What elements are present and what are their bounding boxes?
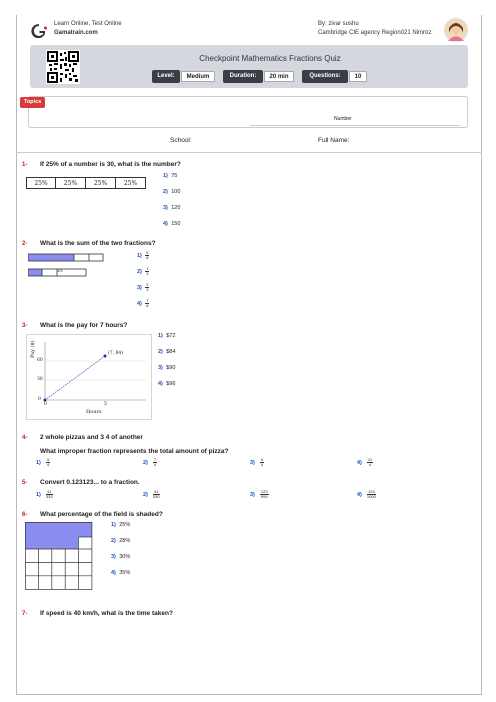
- y-tick-label: 0: [38, 397, 41, 402]
- fraction-numerator: 7: [146, 298, 149, 303]
- option-2[interactable]: [143, 458, 157, 467]
- option-text: 30%: [119, 554, 131, 560]
- option-text: $90: [166, 365, 176, 371]
- option-number: 4): [158, 381, 163, 387]
- option-2[interactable]: [137, 267, 149, 276]
- option-4[interactable]: [137, 299, 149, 308]
- fraction-numerator: 41: [47, 489, 52, 494]
- option-2[interactable]: [158, 349, 175, 355]
- option-1[interactable]: [36, 490, 53, 499]
- fraction-numerator: 5: [260, 457, 264, 462]
- point-label: (7, 84): [108, 351, 123, 356]
- option-number: 2): [137, 269, 142, 276]
- pay-chart: [26, 334, 152, 420]
- fullname-label: Full Name:: [318, 137, 350, 144]
- question-text: What is the pay for 7 hours?: [40, 322, 128, 329]
- quiz-title: Checkpoint Mathematics Fractions Quiz: [199, 54, 341, 63]
- option-number: 4): [163, 221, 168, 227]
- option-4[interactable]: [158, 381, 175, 387]
- question-text: 2 whole pizzas and 3 4 of another: [40, 434, 143, 441]
- option-3[interactable]: [137, 283, 149, 292]
- fraction-denominator: 333: [45, 494, 53, 499]
- avatar: [444, 18, 468, 42]
- topics-tag: Topics: [20, 97, 45, 108]
- option-number: 4): [357, 460, 362, 467]
- form-divider: [16, 152, 482, 153]
- fraction-numerator: 1: [146, 266, 149, 271]
- question-number: 4-: [22, 435, 28, 441]
- site-name[interactable]: Gamatrain.com: [54, 30, 98, 36]
- question-number: 6-: [22, 512, 28, 518]
- question-number: 2-: [22, 241, 28, 247]
- topic-number: Number: [334, 116, 352, 122]
- fraction-numerator: 2: [146, 282, 149, 287]
- option-3[interactable]: [250, 458, 264, 467]
- option-number: 1): [36, 492, 41, 499]
- option-text: $84: [166, 349, 176, 355]
- fraction-denominator: 6: [146, 303, 149, 308]
- question-text: What percentage of the field is shaded?: [40, 511, 163, 518]
- option-number: 3): [250, 492, 255, 499]
- duration-label: Duration:: [223, 70, 263, 83]
- option-text: 100: [171, 189, 181, 195]
- question-text: Convert 0.123123... to a fraction.: [40, 479, 140, 486]
- percent-cell: 25%: [56, 177, 86, 189]
- fraction-denominator: 6: [146, 255, 149, 260]
- option-number: 1): [163, 173, 168, 179]
- option-3[interactable]: [158, 365, 175, 371]
- question-number: 3-: [22, 323, 28, 329]
- percent-cell: 25%: [86, 177, 116, 189]
- agency: Cambridge CIE agency Region021 Nimroz: [318, 30, 432, 36]
- bar-fraction-label: 1/3: [57, 268, 63, 273]
- fraction-denominator: 4: [260, 462, 264, 467]
- fraction-denominator: 999: [260, 494, 268, 499]
- option-1[interactable]: [137, 251, 149, 260]
- topics-box: [28, 96, 468, 128]
- question-text: What is the sum of the two fractions?: [40, 240, 156, 247]
- question-subtext: What improper fraction represents the total amount of pizza?: [40, 448, 229, 455]
- option-4[interactable]: [111, 570, 130, 576]
- fraction-numerator: 11: [367, 457, 373, 462]
- option-2[interactable]: [111, 538, 130, 544]
- option-number: 3): [158, 365, 163, 371]
- chart-ylabel: Pay ($): [30, 340, 36, 358]
- fraction-numerator: 5: [146, 250, 149, 255]
- option-text: $96: [166, 381, 176, 387]
- fraction-numerator: 123: [368, 489, 375, 494]
- option-text: 75: [171, 173, 178, 179]
- option-1[interactable]: [36, 458, 50, 467]
- x-tick-label: 0: [44, 402, 47, 407]
- option-1[interactable]: [163, 173, 177, 179]
- question-text: If speed is 40 km/h, what is the time taken?: [40, 610, 173, 617]
- fraction-numerator: 41: [154, 489, 159, 494]
- questions-value: 10: [349, 71, 367, 82]
- option-3[interactable]: [111, 554, 130, 560]
- option-number: 2): [143, 492, 148, 499]
- percent-cell: 25%: [116, 177, 146, 189]
- option-number: 3): [250, 460, 255, 467]
- option-number: 4): [111, 570, 116, 576]
- fraction-bars: [28, 253, 108, 281]
- option-number: 4): [137, 301, 142, 308]
- option-4[interactable]: [163, 221, 180, 227]
- question-number: 7-: [22, 611, 28, 617]
- fraction-numerator: 7: [153, 457, 157, 462]
- option-number: 2): [163, 189, 168, 195]
- fraction-numerator: 9: [46, 457, 50, 462]
- option-1[interactable]: [111, 522, 130, 528]
- fraction-denominator: 4: [46, 462, 50, 467]
- level-label: Level:: [152, 70, 180, 83]
- qr-code-icon[interactable]: [46, 50, 80, 84]
- questions-label: Questions:: [302, 70, 348, 83]
- chart-xlabel: Hours: [86, 409, 102, 415]
- option-3[interactable]: [250, 490, 269, 499]
- option-1[interactable]: [158, 333, 175, 339]
- data-point: [104, 355, 107, 358]
- option-text: $72: [166, 333, 176, 339]
- y-tick-label: 60: [37, 358, 43, 363]
- option-text: 150: [171, 221, 181, 227]
- gamatrain-logo-icon: [30, 24, 48, 38]
- fraction-denominator: 4: [153, 462, 157, 467]
- y-tick-label: 30: [37, 377, 43, 382]
- question-number: 5-: [22, 480, 28, 486]
- option-number: 4): [357, 492, 362, 499]
- option-4[interactable]: [357, 458, 373, 467]
- option-number: 1): [36, 460, 41, 467]
- option-text: 25%: [119, 522, 131, 528]
- fraction-numerator: 123: [260, 489, 268, 494]
- fraction-denominator: 3: [146, 287, 149, 292]
- option-3[interactable]: [163, 205, 180, 211]
- level-value: Medium: [181, 71, 215, 82]
- option-2[interactable]: [143, 490, 160, 499]
- site-tagline: Learn Online, Test Online: [54, 21, 122, 27]
- author: By: zivar sushu: [318, 21, 359, 27]
- x-tick-label: 5: [104, 402, 107, 407]
- fraction-denominator: 330: [152, 494, 160, 499]
- shaded-field-grid: [25, 522, 95, 594]
- option-4[interactable]: [357, 490, 376, 499]
- question-number: 1-: [22, 162, 28, 168]
- fraction-denominator: 2: [146, 271, 149, 276]
- option-text: 28%: [119, 538, 131, 544]
- option-text: 35%: [119, 570, 131, 576]
- question-text: If 25% of a number is 30, what is the number?: [40, 161, 181, 168]
- option-number: 3): [163, 205, 168, 211]
- topics-divider: [250, 125, 460, 126]
- percent-cell: 25%: [26, 177, 56, 189]
- option-2[interactable]: [163, 189, 180, 195]
- percent-strip: [26, 177, 146, 189]
- option-number: 1): [111, 522, 116, 528]
- option-number: 1): [158, 333, 163, 339]
- school-label: School:: [170, 137, 192, 144]
- option-number: 2): [111, 538, 116, 544]
- option-number: 2): [158, 349, 163, 355]
- option-text: 120: [171, 205, 181, 211]
- option-number: 3): [137, 285, 142, 292]
- option-number: 3): [111, 554, 116, 560]
- option-number: 1): [137, 253, 142, 260]
- fraction-denominator: 4: [368, 462, 372, 467]
- fraction-denominator: 1000: [366, 494, 376, 499]
- option-number: 2): [143, 460, 148, 467]
- duration-value: 20 min: [264, 71, 294, 82]
